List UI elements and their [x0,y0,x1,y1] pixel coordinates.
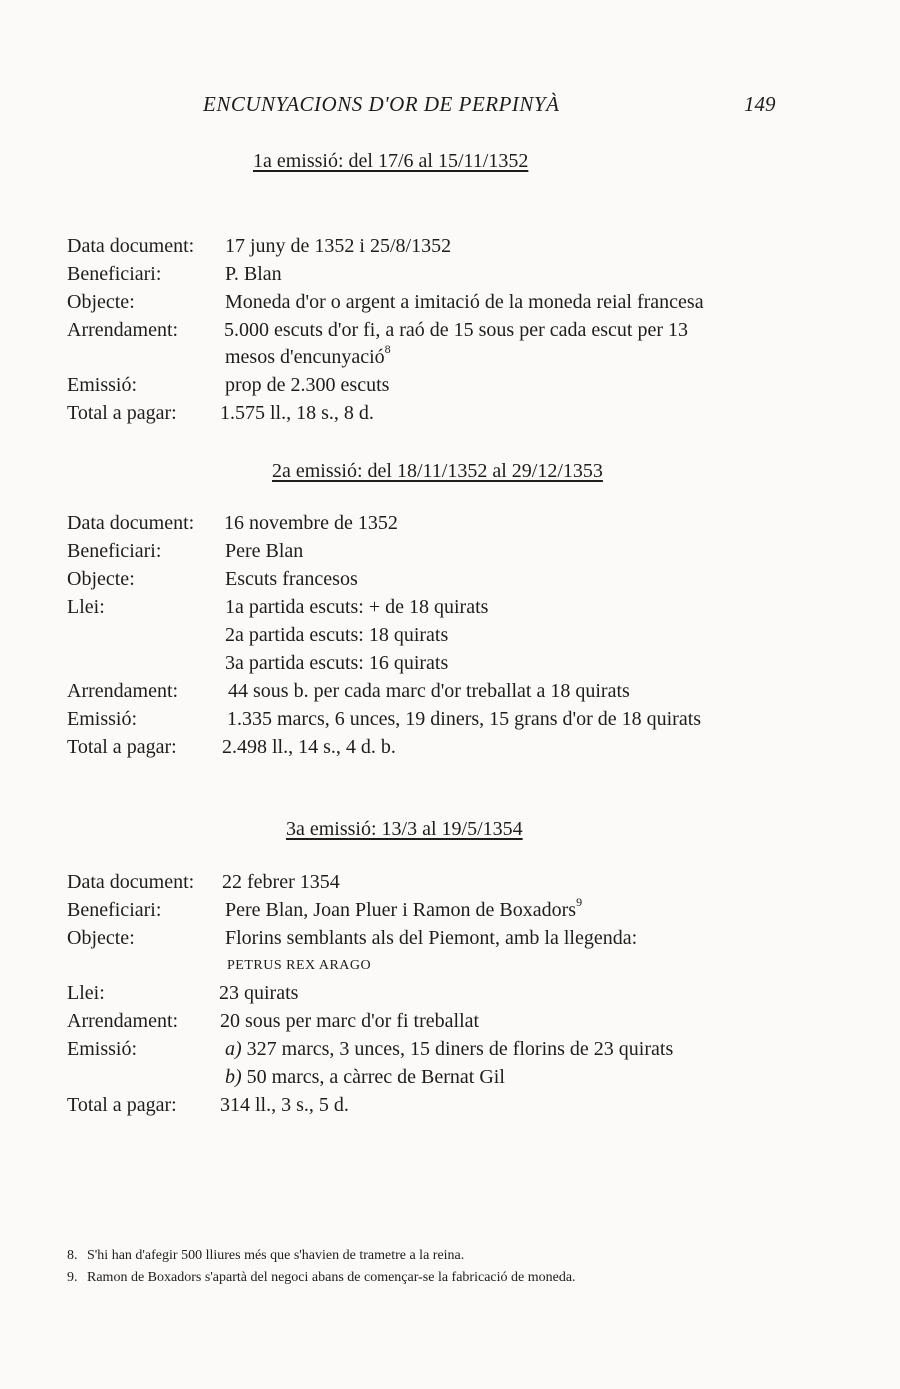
s2-total-label: Total a pagar: [67,736,177,758]
s2-objecte-value: Escuts francesos [225,568,358,590]
s3-objecte-label: Objecte: [67,927,135,949]
s2-llei-value-2: 2a partida escuts: 18 quirats [225,624,449,646]
s2-data-document-label: Data document: [67,512,195,534]
footnote-8-number: 8. [67,1248,78,1263]
running-head [0,92,900,122]
s2-data-document-value: 16 novembre de 1352 [224,512,398,534]
s3-beneficiari-text: Pere Blan, Joan Pluer i Ramon de Boxadors [225,899,577,921]
s3-data-document-value: 22 febrer 1354 [222,871,340,893]
s3-emissio-b-text: 50 marcs, a càrrec de Bernat Gil [246,1066,505,1088]
s1-emissio-value: prop de 2.300 escuts [225,374,390,396]
s3-total-label: Total a pagar: [67,1094,177,1116]
s3-data-document-label: Data document: [67,871,195,893]
s2-emissio-label: Emissió: [67,708,138,730]
s2-data-document-row [67,512,847,540]
s3-total-row [67,1094,847,1122]
s2-llei-value-3: 3a partida escuts: 16 quirats [225,652,449,674]
s1-beneficiari-value: P. Blan [225,263,282,285]
s3-beneficiari-value [225,895,583,922]
s3-emissio-a-marker: a) [225,1038,242,1060]
s3-emissio-row [67,1038,847,1066]
section-2-heading: 2a emissió: del 18/11/1352 al 29/12/1353 [272,460,603,482]
footnote-9-number: 9. [67,1270,78,1285]
s1-data-document-value: 17 juny de 1352 i 25/8/1352 [225,235,452,257]
s1-objecte-label: Objecte: [67,291,135,313]
s1-total-value: 1.575 ll., 18 s., 8 d. [220,402,374,424]
s1-emissio-row [67,374,847,402]
s3-legend: PETRUS REX ARAGO [227,958,372,973]
s2-beneficiari-value: Pere Blan [225,540,304,562]
s1-total-row [67,402,847,430]
footnote-ref-8[interactable]: 8 [384,342,391,357]
s1-arrendament-cont-text: mesos d'encunyació [225,346,385,368]
s3-llei-value: 23 quirats [219,982,299,1004]
s2-objecte-label: Objecte: [67,568,135,590]
s2-arrendament-label: Arrendament: [67,680,179,702]
section-3-heading: 3a emissió: 13/3 al 19/5/1354 [286,818,523,840]
s1-objecte-value: Moneda d'or o argent a imitació de la moneda reial francesa [225,291,704,313]
s1-arrendament-value: 5.000 escuts d'or fi, a raó de 15 sous per cada escut per 13 [224,319,689,341]
s3-arrendament-label: Arrendament: [67,1010,179,1032]
s3-emissio-a-text: 327 marcs, 3 unces, 15 diners de florins de 23 quirats [246,1038,674,1060]
s2-emissio-value: 1.335 marcs, 6 unces, 19 diners, 15 grans d'or de 18 quirats [227,708,702,730]
s3-emissio-b [225,1066,505,1089]
footnote-ref-9[interactable]: 9 [576,895,583,910]
s1-arrendament-label: Arrendament: [67,319,179,341]
s1-beneficiari-label: Beneficiari: [67,263,162,285]
s1-arrendament-continuation [225,342,391,369]
s1-data-document-row [67,235,847,263]
s3-arrendament-row [67,1010,847,1038]
running-title: ENCUNYACIONS D'OR DE PERPINYÀ [203,92,560,116]
s3-total-value: 314 ll., 3 s., 5 d. [220,1094,349,1116]
s1-beneficiari-row [67,263,847,291]
s3-llei-label: Llei: [67,982,105,1004]
s2-total-row [67,736,847,764]
s2-arrendament-row [67,680,847,708]
s3-arrendament-value: 20 sous per marc d'or fi treballat [220,1010,480,1032]
s3-objecte-row [67,927,847,955]
s2-arrendament-value: 44 sous b. per cada marc d'or treballat a 18 quirats [228,680,630,702]
s2-llei-value-1: 1a partida escuts: + de 18 quirats [225,596,489,618]
s3-objecte-value: Florins semblants als del Piemont, amb la llegenda: [225,927,638,949]
s1-arrendament-row [67,319,847,347]
s2-llei-row [67,596,847,624]
s3-emissio-a [225,1038,673,1061]
s2-objecte-row [67,568,847,596]
s2-llei-label: Llei: [67,596,105,618]
s3-llei-row [67,982,847,1010]
s2-beneficiari-row [67,540,847,568]
s1-total-label: Total a pagar: [67,402,177,424]
s3-emissio-label: Emissió: [67,1038,138,1060]
page-number: 149 [744,92,776,116]
s2-total-value: 2.498 ll., 14 s., 4 d. b. [222,736,396,758]
s1-emissio-label: Emissió: [67,374,138,396]
s1-objecte-row [67,291,847,319]
s1-data-document-label: Data document: [67,235,195,257]
s3-beneficiari-row [67,895,847,927]
s3-data-document-row [67,871,847,899]
s3-beneficiari-label: Beneficiari: [67,899,162,921]
s2-beneficiari-label: Beneficiari: [67,540,162,562]
s2-emissio-row [67,708,847,736]
s3-emissio-b-marker: b) [225,1066,242,1088]
section-1-heading: 1a emissió: del 17/6 al 15/11/1352 [253,150,529,172]
footnote-9-text: Ramon de Boxadors s'apartà del negoci abans de començar-se la fabricació de moneda. [87,1270,576,1285]
footnote-8-text: S'hi han d'afegir 500 lliures més que s'havien de trametre a la reina. [87,1248,465,1263]
